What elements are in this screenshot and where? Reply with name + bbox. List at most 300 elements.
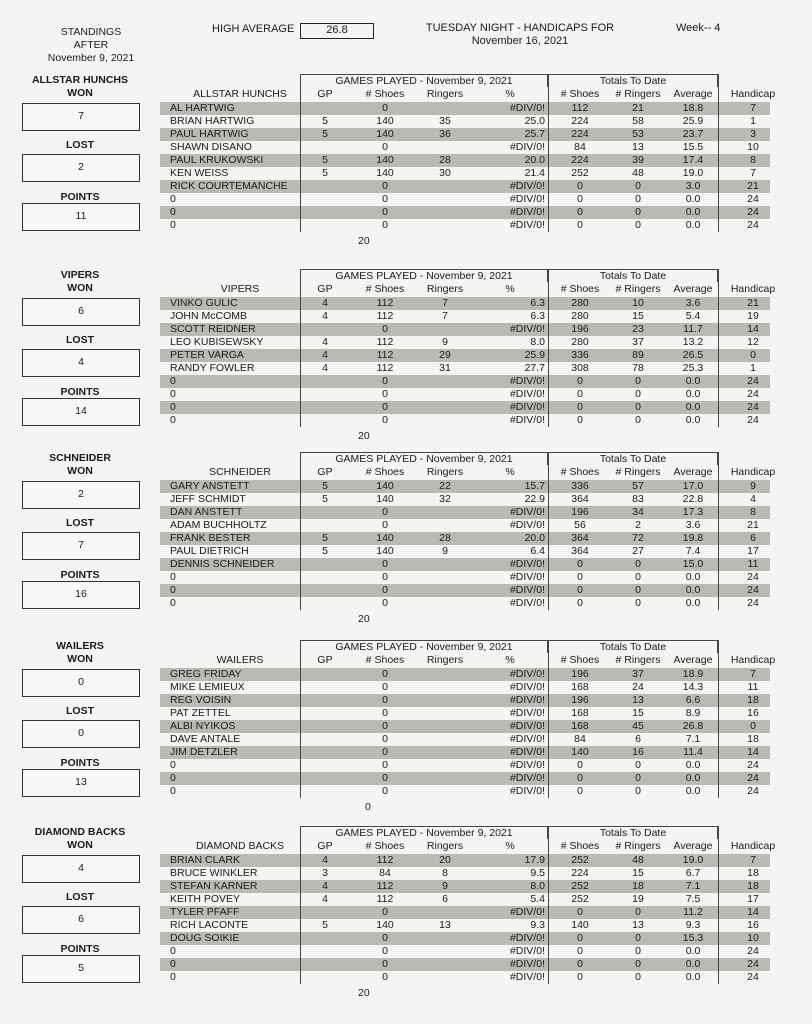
gp-cell	[300, 746, 350, 759]
team-footer-total: 20	[358, 235, 370, 247]
handicap-cell: 24	[747, 945, 759, 957]
player-name-cell: DOUG SOIKIE	[170, 932, 240, 944]
player-name-cell: SCOTT REIDNER	[170, 323, 256, 335]
ringers-cell: 7	[442, 297, 448, 309]
player-name-cell: JOHN McCOMB	[170, 310, 247, 322]
ringers-cell	[415, 668, 475, 681]
total-ringers-cell: 0	[635, 401, 641, 413]
gp-cell	[300, 694, 350, 707]
total-shoes-cell: 0	[577, 219, 583, 231]
player-row	[160, 310, 770, 323]
games-played-header: GAMES PLAYED - November 9, 2021	[300, 74, 548, 87]
player-row	[160, 694, 770, 707]
gp-cell	[300, 219, 350, 232]
points-label: POINTS	[60, 569, 100, 581]
total-shoes-cell: 252	[571, 893, 589, 905]
shoes-cell: 140	[376, 532, 394, 544]
handicap-cell: 8	[750, 506, 756, 518]
total-shoes-cell: 0	[577, 971, 583, 983]
percent-cell: 15.7	[524, 480, 545, 492]
average-cell: 22.8	[682, 493, 704, 505]
total-shoes-header: # Shoes	[560, 466, 600, 478]
player-name-cell: RICK COURTEMANCHE	[170, 180, 288, 192]
player-name-cell: BRIAN CLARK	[170, 854, 241, 866]
percent-cell: #DIV/0!	[509, 323, 545, 335]
column-divider	[718, 74, 719, 232]
gp-cell: 4	[322, 893, 328, 905]
games-played-header: GAMES PLAYED - November 9, 2021	[300, 452, 548, 465]
percent-cell: #DIV/0!	[509, 759, 545, 771]
lost-label: LOST	[66, 891, 94, 903]
ringers-cell	[415, 694, 475, 707]
player-name-cell: PAUL HARTWIG	[170, 128, 249, 140]
column-divider	[548, 452, 549, 610]
average-cell: 0.0	[685, 584, 701, 596]
ringers-cell: 31	[439, 362, 451, 374]
team-column-header: DIAMOND BACKS	[195, 840, 285, 852]
column-divider	[548, 269, 549, 427]
total-ringers-cell: 2	[635, 519, 641, 531]
ringers-cell	[415, 932, 475, 945]
total-shoes-cell: 336	[571, 349, 589, 361]
ringers-cell: 13	[439, 919, 451, 931]
player-name-cell: SHAWN DISANO	[170, 141, 252, 153]
player-name-cell: 0	[170, 597, 176, 609]
player-row	[160, 388, 770, 401]
average-cell: 0.0	[685, 958, 701, 970]
shoes-cell: 140	[376, 154, 394, 166]
handicap-cell: 14	[747, 746, 759, 758]
average-cell: 17.3	[682, 506, 704, 518]
points-value: 5	[22, 955, 140, 983]
average-header: Average	[673, 466, 713, 478]
total-shoes-cell: 140	[571, 919, 589, 931]
player-row	[160, 681, 770, 694]
gp-cell: 4	[322, 854, 328, 866]
player-name-cell: GARY ANSTETT	[170, 480, 250, 492]
player-row	[160, 297, 770, 310]
shoes-cell: 140	[376, 480, 394, 492]
gp-cell	[300, 375, 350, 388]
player-name-cell: 0	[170, 219, 176, 231]
average-cell: 18.8	[682, 102, 704, 114]
average-cell: 15.5	[682, 141, 704, 153]
average-cell: 19.0	[682, 167, 704, 179]
points-value: 16	[22, 581, 140, 609]
shoes-header: # Shoes	[365, 88, 405, 100]
lost-value: 6	[22, 906, 140, 934]
percent-cell: #DIV/0!	[509, 388, 545, 400]
column-divider	[300, 269, 301, 427]
player-row	[160, 893, 770, 906]
player-name-cell: STEFAN KARNER	[170, 880, 258, 892]
total-shoes-cell: 0	[577, 584, 583, 596]
handicap-cell: 24	[747, 571, 759, 583]
percent-cell: 25.0	[524, 115, 545, 127]
gp-cell: 5	[322, 532, 328, 544]
percent-cell: 9.3	[530, 919, 545, 931]
player-name-cell: 0	[170, 206, 176, 218]
team-name: VIPERS	[60, 269, 100, 281]
ringers-cell: 22	[439, 480, 451, 492]
percent-cell: #DIV/0!	[509, 180, 545, 192]
percent-cell: #DIV/0!	[509, 971, 545, 983]
ringers-cell	[415, 519, 475, 532]
ringers-cell	[415, 180, 475, 193]
total-ringers-cell: 58	[632, 115, 644, 127]
won-value: 6	[22, 298, 140, 326]
handicap-cell: 10	[747, 141, 759, 153]
player-row	[160, 154, 770, 167]
average-cell: 9.3	[685, 919, 701, 931]
handicap-cell: 24	[747, 206, 759, 218]
handicap-cell: 24	[747, 193, 759, 205]
points-label: POINTS	[60, 191, 100, 203]
total-ringers-cell: 0	[635, 772, 641, 784]
total-ringers-cell: 0	[635, 571, 641, 583]
ringers-cell	[415, 375, 475, 388]
gp-cell	[300, 597, 350, 610]
won-label: WON	[67, 653, 93, 665]
player-name-cell: MIKE LEMIEUX	[170, 681, 245, 693]
total-shoes-cell: 0	[577, 388, 583, 400]
average-cell: 0.0	[685, 401, 701, 413]
ringers-header: Ringers	[426, 466, 464, 478]
gp-cell: 5	[322, 154, 328, 166]
total-ringers-cell: 0	[635, 597, 641, 609]
player-name-cell: PAUL KRUKOWSKI	[170, 154, 264, 166]
ringers-cell: 9	[442, 545, 448, 557]
games-played-header: GAMES PLAYED - November 9, 2021	[300, 640, 548, 653]
shoes-cell: 0	[382, 584, 388, 596]
gp-cell	[300, 707, 350, 720]
handicap-cell: 24	[747, 785, 759, 797]
won-value: 0	[22, 669, 140, 697]
ringers-cell	[415, 558, 475, 571]
shoes-cell: 0	[382, 506, 388, 518]
average-cell: 15.0	[682, 558, 704, 570]
shoes-cell: 112	[376, 880, 394, 892]
percent-cell: #DIV/0!	[509, 707, 545, 719]
sheet-title-date: November 16, 2021	[471, 35, 569, 47]
percent-cell: #DIV/0!	[509, 694, 545, 706]
shoes-cell: 0	[382, 597, 388, 609]
total-shoes-cell: 0	[577, 414, 583, 426]
percent-cell: #DIV/0!	[509, 785, 545, 797]
player-name-cell: JIM DETZLER	[170, 746, 238, 758]
gp-cell: 4	[322, 362, 328, 374]
percent-cell: 17.9	[524, 854, 545, 866]
totals-to-date-header: Totals To Date	[548, 826, 718, 839]
total-shoes-cell: 224	[571, 867, 589, 879]
percent-cell: #DIV/0!	[509, 102, 545, 114]
high-average-label: HIGH AVERAGE	[212, 23, 295, 35]
handicap-cell: 14	[747, 323, 759, 335]
average-cell: 7.4	[685, 545, 701, 557]
lost-value: 4	[22, 349, 140, 377]
total-ringers-cell: 34	[632, 506, 644, 518]
total-ringers-cell: 72	[632, 532, 644, 544]
player-name-cell: REG VOISIN	[170, 694, 232, 706]
ringers-cell	[415, 958, 475, 971]
ringers-cell	[415, 193, 475, 206]
total-ringers-cell: 0	[635, 785, 641, 797]
total-shoes-cell: 0	[577, 906, 583, 918]
column-divider	[718, 452, 719, 610]
ringers-cell	[415, 597, 475, 610]
player-row	[160, 167, 770, 180]
ringers-cell: 28	[439, 532, 451, 544]
shoes-cell: 0	[382, 785, 388, 797]
total-shoes-cell: 84	[574, 141, 586, 153]
team-name: ALLSTAR HUNCHS	[31, 74, 129, 86]
gp-cell: 4	[322, 336, 328, 348]
total-shoes-cell: 0	[577, 401, 583, 413]
total-shoes-cell: 0	[577, 558, 583, 570]
average-cell: 3.0	[685, 180, 701, 192]
player-row	[160, 733, 770, 746]
shoes-cell: 0	[382, 681, 388, 693]
player-row	[160, 971, 770, 984]
average-cell: 14.3	[682, 681, 704, 693]
gp-cell	[300, 958, 350, 971]
gp-cell	[300, 401, 350, 414]
handicap-cell: 19	[747, 310, 759, 322]
percent-cell: #DIV/0!	[509, 906, 545, 918]
handicap-cell: 24	[747, 971, 759, 983]
player-row	[160, 480, 770, 493]
total-ringers-cell: 15	[632, 310, 644, 322]
total-shoes-cell: 252	[571, 167, 589, 179]
shoes-cell: 140	[376, 128, 394, 140]
player-row	[160, 759, 770, 772]
shoes-cell: 0	[382, 694, 388, 706]
ringers-cell: 28	[439, 154, 451, 166]
total-ringers-cell: 13	[632, 694, 644, 706]
percent-cell: #DIV/0!	[509, 375, 545, 387]
total-ringers-cell: 0	[635, 206, 641, 218]
average-cell: 5.4	[685, 310, 701, 322]
player-name-cell: RICH LACONTE	[170, 919, 249, 931]
player-row	[160, 772, 770, 785]
handicap-cell: 18	[747, 733, 759, 745]
percent-cell: 6.4	[530, 545, 545, 557]
gp-header: GP	[317, 654, 333, 666]
percent-cell: #DIV/0!	[509, 772, 545, 784]
average-cell: 0.0	[685, 759, 701, 771]
average-cell: 19.0	[682, 854, 704, 866]
shoes-cell: 0	[382, 772, 388, 784]
shoes-cell: 0	[382, 746, 388, 758]
handicap-cell: 24	[747, 597, 759, 609]
total-ringers-cell: 0	[635, 388, 641, 400]
column-divider	[300, 452, 301, 610]
player-name-cell: DENNIS SCHNEIDER	[170, 558, 275, 570]
total-ringers-cell: 27	[632, 545, 644, 557]
gp-cell	[300, 772, 350, 785]
shoes-cell: 0	[382, 906, 388, 918]
total-shoes-cell: 224	[571, 128, 589, 140]
player-row	[160, 414, 770, 427]
ringers-cell	[415, 681, 475, 694]
ringers-cell	[415, 584, 475, 597]
total-ringers-cell: 0	[635, 558, 641, 570]
shoes-cell: 140	[376, 545, 394, 557]
column-divider	[300, 826, 301, 984]
handicap-cell: 11	[747, 558, 759, 570]
handicap-cell: 9	[750, 480, 756, 492]
total-ringers-cell: 6	[635, 733, 641, 745]
handicap-header: Handicap	[730, 466, 776, 478]
total-ringers-cell: 13	[632, 919, 644, 931]
ringers-cell: 8	[442, 867, 448, 879]
player-name-cell: BRUCE WINKLER	[170, 867, 258, 879]
percent-cell: #DIV/0!	[509, 193, 545, 205]
player-row	[160, 945, 770, 958]
lost-label: LOST	[66, 139, 94, 151]
total-ringers-cell: 0	[635, 932, 641, 944]
gp-cell	[300, 571, 350, 584]
week-label: Week-- 4	[676, 22, 721, 34]
handicap-cell: 0	[750, 349, 756, 361]
column-divider	[300, 74, 301, 232]
percent-cell: 6.3	[530, 310, 545, 322]
percent-cell: 20.0	[524, 154, 545, 166]
total-shoes-cell: 168	[571, 707, 589, 719]
player-row	[160, 206, 770, 219]
lost-label: LOST	[66, 517, 94, 529]
lost-value: 2	[22, 154, 140, 182]
total-ringers-header: # Ringers	[615, 654, 661, 666]
totals-to-date-header: Totals To Date	[548, 452, 718, 465]
won-value: 2	[22, 481, 140, 509]
percent-cell: 21.4	[524, 167, 545, 179]
handicap-cell: 7	[750, 102, 756, 114]
total-ringers-cell: 0	[635, 958, 641, 970]
player-name-cell: 0	[170, 401, 176, 413]
player-name-cell: DAN ANSTETT	[170, 506, 243, 518]
column-divider	[548, 640, 549, 798]
total-ringers-cell: 39	[632, 154, 644, 166]
player-name-cell: 0	[170, 571, 176, 583]
total-shoes-cell: 196	[571, 668, 589, 680]
total-ringers-cell: 78	[632, 362, 644, 374]
average-cell: 7.1	[685, 733, 701, 745]
player-name-cell: 0	[170, 958, 176, 970]
shoes-cell: 0	[382, 414, 388, 426]
total-ringers-cell: 0	[635, 219, 641, 231]
handicap-cell: 24	[747, 414, 759, 426]
percent-header: %	[505, 88, 515, 100]
gp-cell: 4	[322, 297, 328, 309]
gp-cell	[300, 733, 350, 746]
lost-value: 7	[22, 532, 140, 560]
player-name-cell: PETER VARGA	[170, 349, 244, 361]
gp-cell: 4	[322, 310, 328, 322]
total-shoes-cell: 0	[577, 571, 583, 583]
points-value: 13	[22, 769, 140, 797]
percent-cell: #DIV/0!	[509, 506, 545, 518]
total-shoes-cell: 0	[577, 772, 583, 784]
handicap-cell: 21	[747, 297, 759, 309]
total-shoes-cell: 308	[571, 362, 589, 374]
total-shoes-cell: 112	[571, 102, 589, 114]
handicap-cell: 17	[747, 893, 759, 905]
gp-cell	[300, 102, 350, 115]
ringers-cell	[415, 707, 475, 720]
total-shoes-cell: 280	[571, 336, 589, 348]
handicap-cell: 7	[750, 854, 756, 866]
total-ringers-cell: 0	[635, 906, 641, 918]
ringers-cell	[415, 388, 475, 401]
average-cell: 25.9	[682, 115, 704, 127]
average-cell: 3.6	[685, 519, 701, 531]
handicap-cell: 3	[750, 128, 756, 140]
total-ringers-cell: 37	[632, 336, 644, 348]
percent-cell: #DIV/0!	[509, 720, 545, 732]
ringers-cell: 6	[442, 893, 448, 905]
total-shoes-cell: 140	[571, 746, 589, 758]
total-ringers-cell: 13	[632, 141, 644, 153]
total-ringers-cell: 0	[635, 193, 641, 205]
column-divider	[718, 640, 719, 798]
gp-cell	[300, 906, 350, 919]
gp-cell	[300, 180, 350, 193]
player-row	[160, 919, 770, 932]
handicap-cell: 24	[747, 958, 759, 970]
total-ringers-cell: 24	[632, 681, 644, 693]
player-row	[160, 545, 770, 558]
sheet-title	[420, 22, 620, 48]
total-shoes-cell: 252	[571, 880, 589, 892]
handicap-cell: 18	[747, 694, 759, 706]
gp-cell	[300, 584, 350, 597]
sheet-title-line: TUESDAY NIGHT - HANDICAPS FOR	[425, 22, 615, 34]
total-shoes-cell: 0	[577, 180, 583, 192]
ringers-cell	[415, 414, 475, 427]
player-name-cell: FRANK BESTER	[170, 532, 251, 544]
player-name-cell: RANDY FOWLER	[170, 362, 255, 374]
ringers-cell	[415, 785, 475, 798]
gp-cell: 4	[322, 349, 328, 361]
percent-header: %	[505, 654, 515, 666]
average-cell: 0.0	[685, 945, 701, 957]
total-ringers-cell: 83	[632, 493, 644, 505]
standings-line: AFTER	[73, 39, 109, 51]
shoes-cell: 0	[382, 707, 388, 719]
shoes-cell: 0	[382, 971, 388, 983]
lost-value: 0	[22, 720, 140, 748]
gp-header: GP	[317, 283, 333, 295]
percent-cell: #DIV/0!	[509, 597, 545, 609]
ringers-cell	[415, 746, 475, 759]
percent-cell: #DIV/0!	[509, 668, 545, 680]
shoes-cell: 140	[376, 115, 394, 127]
ringers-cell	[415, 733, 475, 746]
handicap-cell: 0	[750, 720, 756, 732]
shoes-cell: 0	[382, 519, 388, 531]
ringers-cell	[415, 206, 475, 219]
shoes-cell: 0	[382, 219, 388, 231]
points-label: POINTS	[60, 386, 100, 398]
ringers-cell	[415, 571, 475, 584]
total-shoes-cell: 56	[574, 519, 586, 531]
shoes-cell: 112	[376, 349, 394, 361]
total-shoes-cell: 280	[571, 297, 589, 309]
total-ringers-cell: 15	[632, 707, 644, 719]
gp-cell: 3	[322, 867, 328, 879]
shoes-cell: 0	[382, 401, 388, 413]
